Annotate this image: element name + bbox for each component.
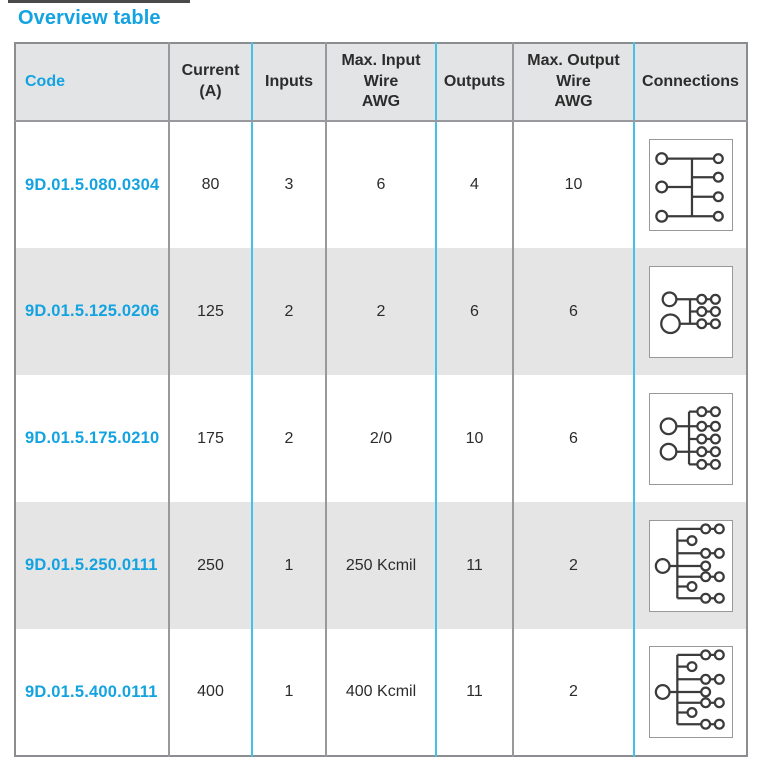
max-output-wire-cell: 6	[513, 375, 634, 502]
max-output-wire-cell: 2	[513, 502, 634, 629]
outputs-cell: 6	[436, 248, 513, 375]
column-header-connections: Connections	[634, 43, 747, 121]
column-header-inputs: Inputs	[252, 43, 326, 121]
table-row	[15, 121, 747, 248]
max-output-wire-cell: 2	[513, 629, 634, 756]
max-input-wire-cell: 6	[326, 121, 436, 248]
column-header-outputs: Outputs	[436, 43, 513, 121]
connections-cell	[634, 121, 747, 248]
column-header-current: Current (A)	[169, 43, 252, 121]
current-cell: 175	[169, 375, 252, 502]
top-crop-strip	[8, 0, 190, 3]
header-row	[15, 43, 747, 121]
column-header-code: Code	[15, 43, 169, 121]
max-input-wire-cell: 250 Kcmil	[326, 502, 436, 629]
table-row	[15, 502, 747, 629]
code-cell: 9D.01.5.250.0111	[15, 502, 169, 629]
connection-diagram	[649, 646, 733, 738]
page-title: Overview table	[18, 7, 161, 29]
connections-cell	[634, 629, 747, 756]
overview-table	[14, 42, 748, 757]
current-cell: 250	[169, 502, 252, 629]
connections-cell	[634, 248, 747, 375]
outputs-cell: 10	[436, 375, 513, 502]
inputs-cell: 2	[252, 248, 326, 375]
table-row	[15, 375, 747, 502]
code-cell: 9D.01.5.175.0210	[15, 375, 169, 502]
max-output-wire-cell: 10	[513, 121, 634, 248]
current-cell: 125	[169, 248, 252, 375]
outputs-cell: 11	[436, 502, 513, 629]
connections-cell	[634, 375, 747, 502]
column-header-max-output-wire-awg: Max. Output Wire AWG	[513, 43, 634, 121]
current-cell: 400	[169, 629, 252, 756]
connection-diagram	[649, 520, 733, 612]
code-cell: 9D.01.5.400.0111	[15, 629, 169, 756]
code-cell: 9D.01.5.125.0206	[15, 248, 169, 375]
max-input-wire-cell: 2/0	[326, 375, 436, 502]
inputs-cell: 3	[252, 121, 326, 248]
code-cell: 9D.01.5.080.0304	[15, 121, 169, 248]
max-input-wire-cell: 400 Kcmil	[326, 629, 436, 756]
table-row	[15, 629, 747, 756]
inputs-cell: 1	[252, 502, 326, 629]
connections-cell	[634, 502, 747, 629]
inputs-cell: 1	[252, 629, 326, 756]
column-header-max-input-wire-awg: Max. Input Wire AWG	[326, 43, 436, 121]
table-row	[15, 248, 747, 375]
connection-diagram	[649, 393, 733, 485]
connection-diagram	[649, 266, 733, 358]
connection-diagram	[649, 139, 733, 231]
max-output-wire-cell: 6	[513, 248, 634, 375]
current-cell: 80	[169, 121, 252, 248]
outputs-cell: 4	[436, 121, 513, 248]
max-input-wire-cell: 2	[326, 248, 436, 375]
outputs-cell: 11	[436, 629, 513, 756]
inputs-cell: 2	[252, 375, 326, 502]
